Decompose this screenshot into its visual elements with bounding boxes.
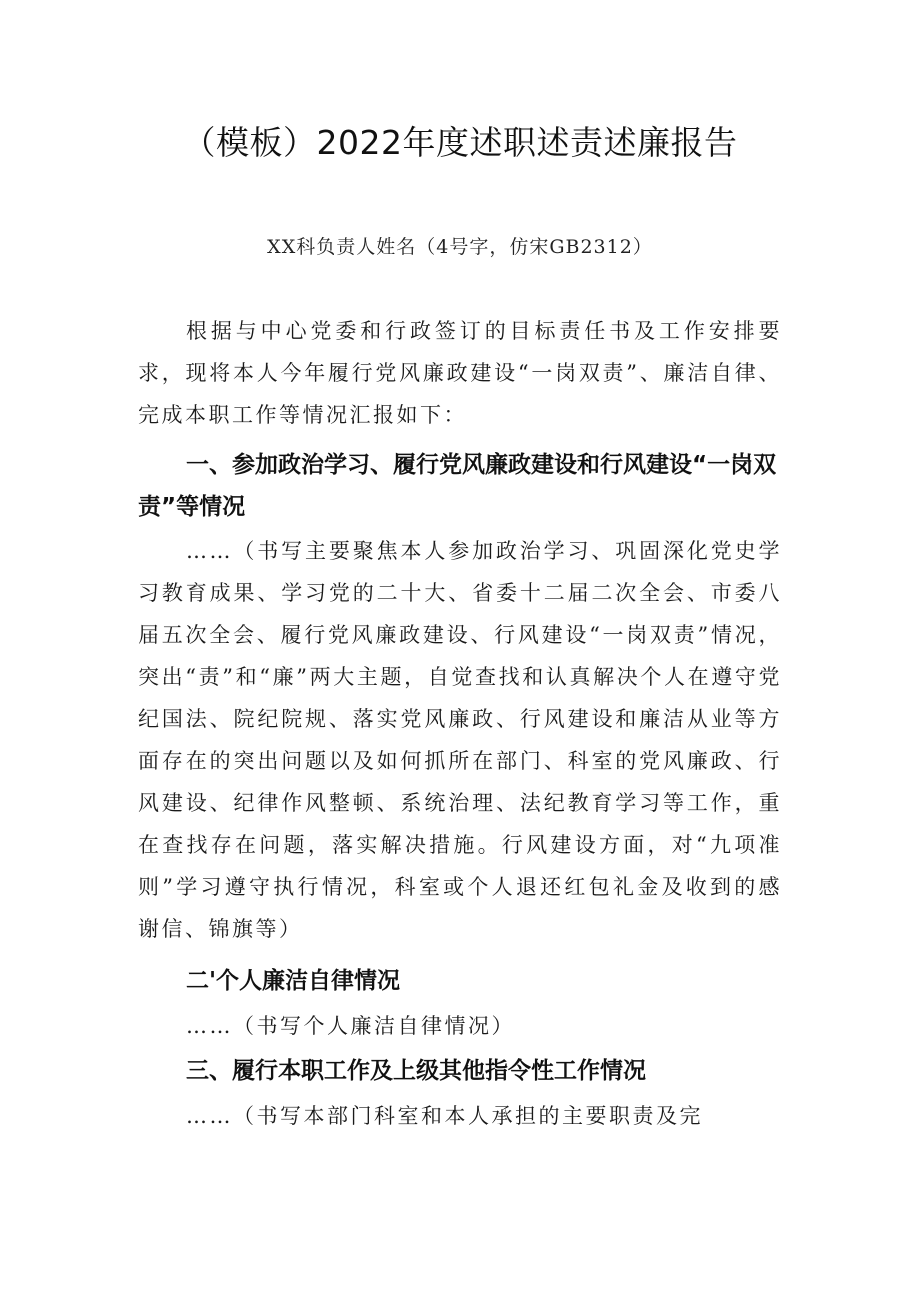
section-heading-2: 二'个人廉洁自律情况 — [186, 968, 401, 994]
section-body-1: ……（书写主要聚焦本人参加政治学习、巩固深化党史学习教育成果、学习党的二十大、省委十二届二次全会、市委八届五次全会、履行党风廉政建设、行风建设“一岗双责”情况，突出“责”和“廉”两大主题，自觉查找和认真解决个人在遵守党纪国法、院纪院规、落实党风廉政、行风建设和廉洁从业等方面存在的突出问题以及如何抓所在部门、科室的党风廉政、行风建设、纪律作风整顿、系统治理、法纪教育学习等工作，重在查找存在问题，落实解决措施。行风建设方面，对“九项准则”学习遵守执行情况，科室或个人退还红包礼金及收到的感谢信、锦旗等） — [138, 539, 782, 941]
document-title: （模板）2022年度述职述责述廉报告 — [182, 123, 738, 162]
section-heading-1: 一、参加政治学习、履行党风廉政建设和行风建设“一岗双责”等情况 — [138, 452, 777, 520]
intro-paragraph: 根据与中心党委和行政签订的目标责任书及工作安排要求，现将本人今年履行党风廉政建设“一岗双责”、廉洁自律、完成本职工作等情况汇报如下： — [138, 319, 782, 427]
section-body-3: ……（书写本部门科室和本人承担的主要职责及完 — [186, 1104, 703, 1128]
section-body-2: ……（书写个人廉洁自律情况） — [186, 1014, 515, 1038]
author-byline: XX科负责人姓名（4号字，仿宋GB2312） — [267, 236, 653, 258]
section-heading-3: 三、履行本职工作及上级其他指令性工作情况 — [186, 1058, 646, 1084]
